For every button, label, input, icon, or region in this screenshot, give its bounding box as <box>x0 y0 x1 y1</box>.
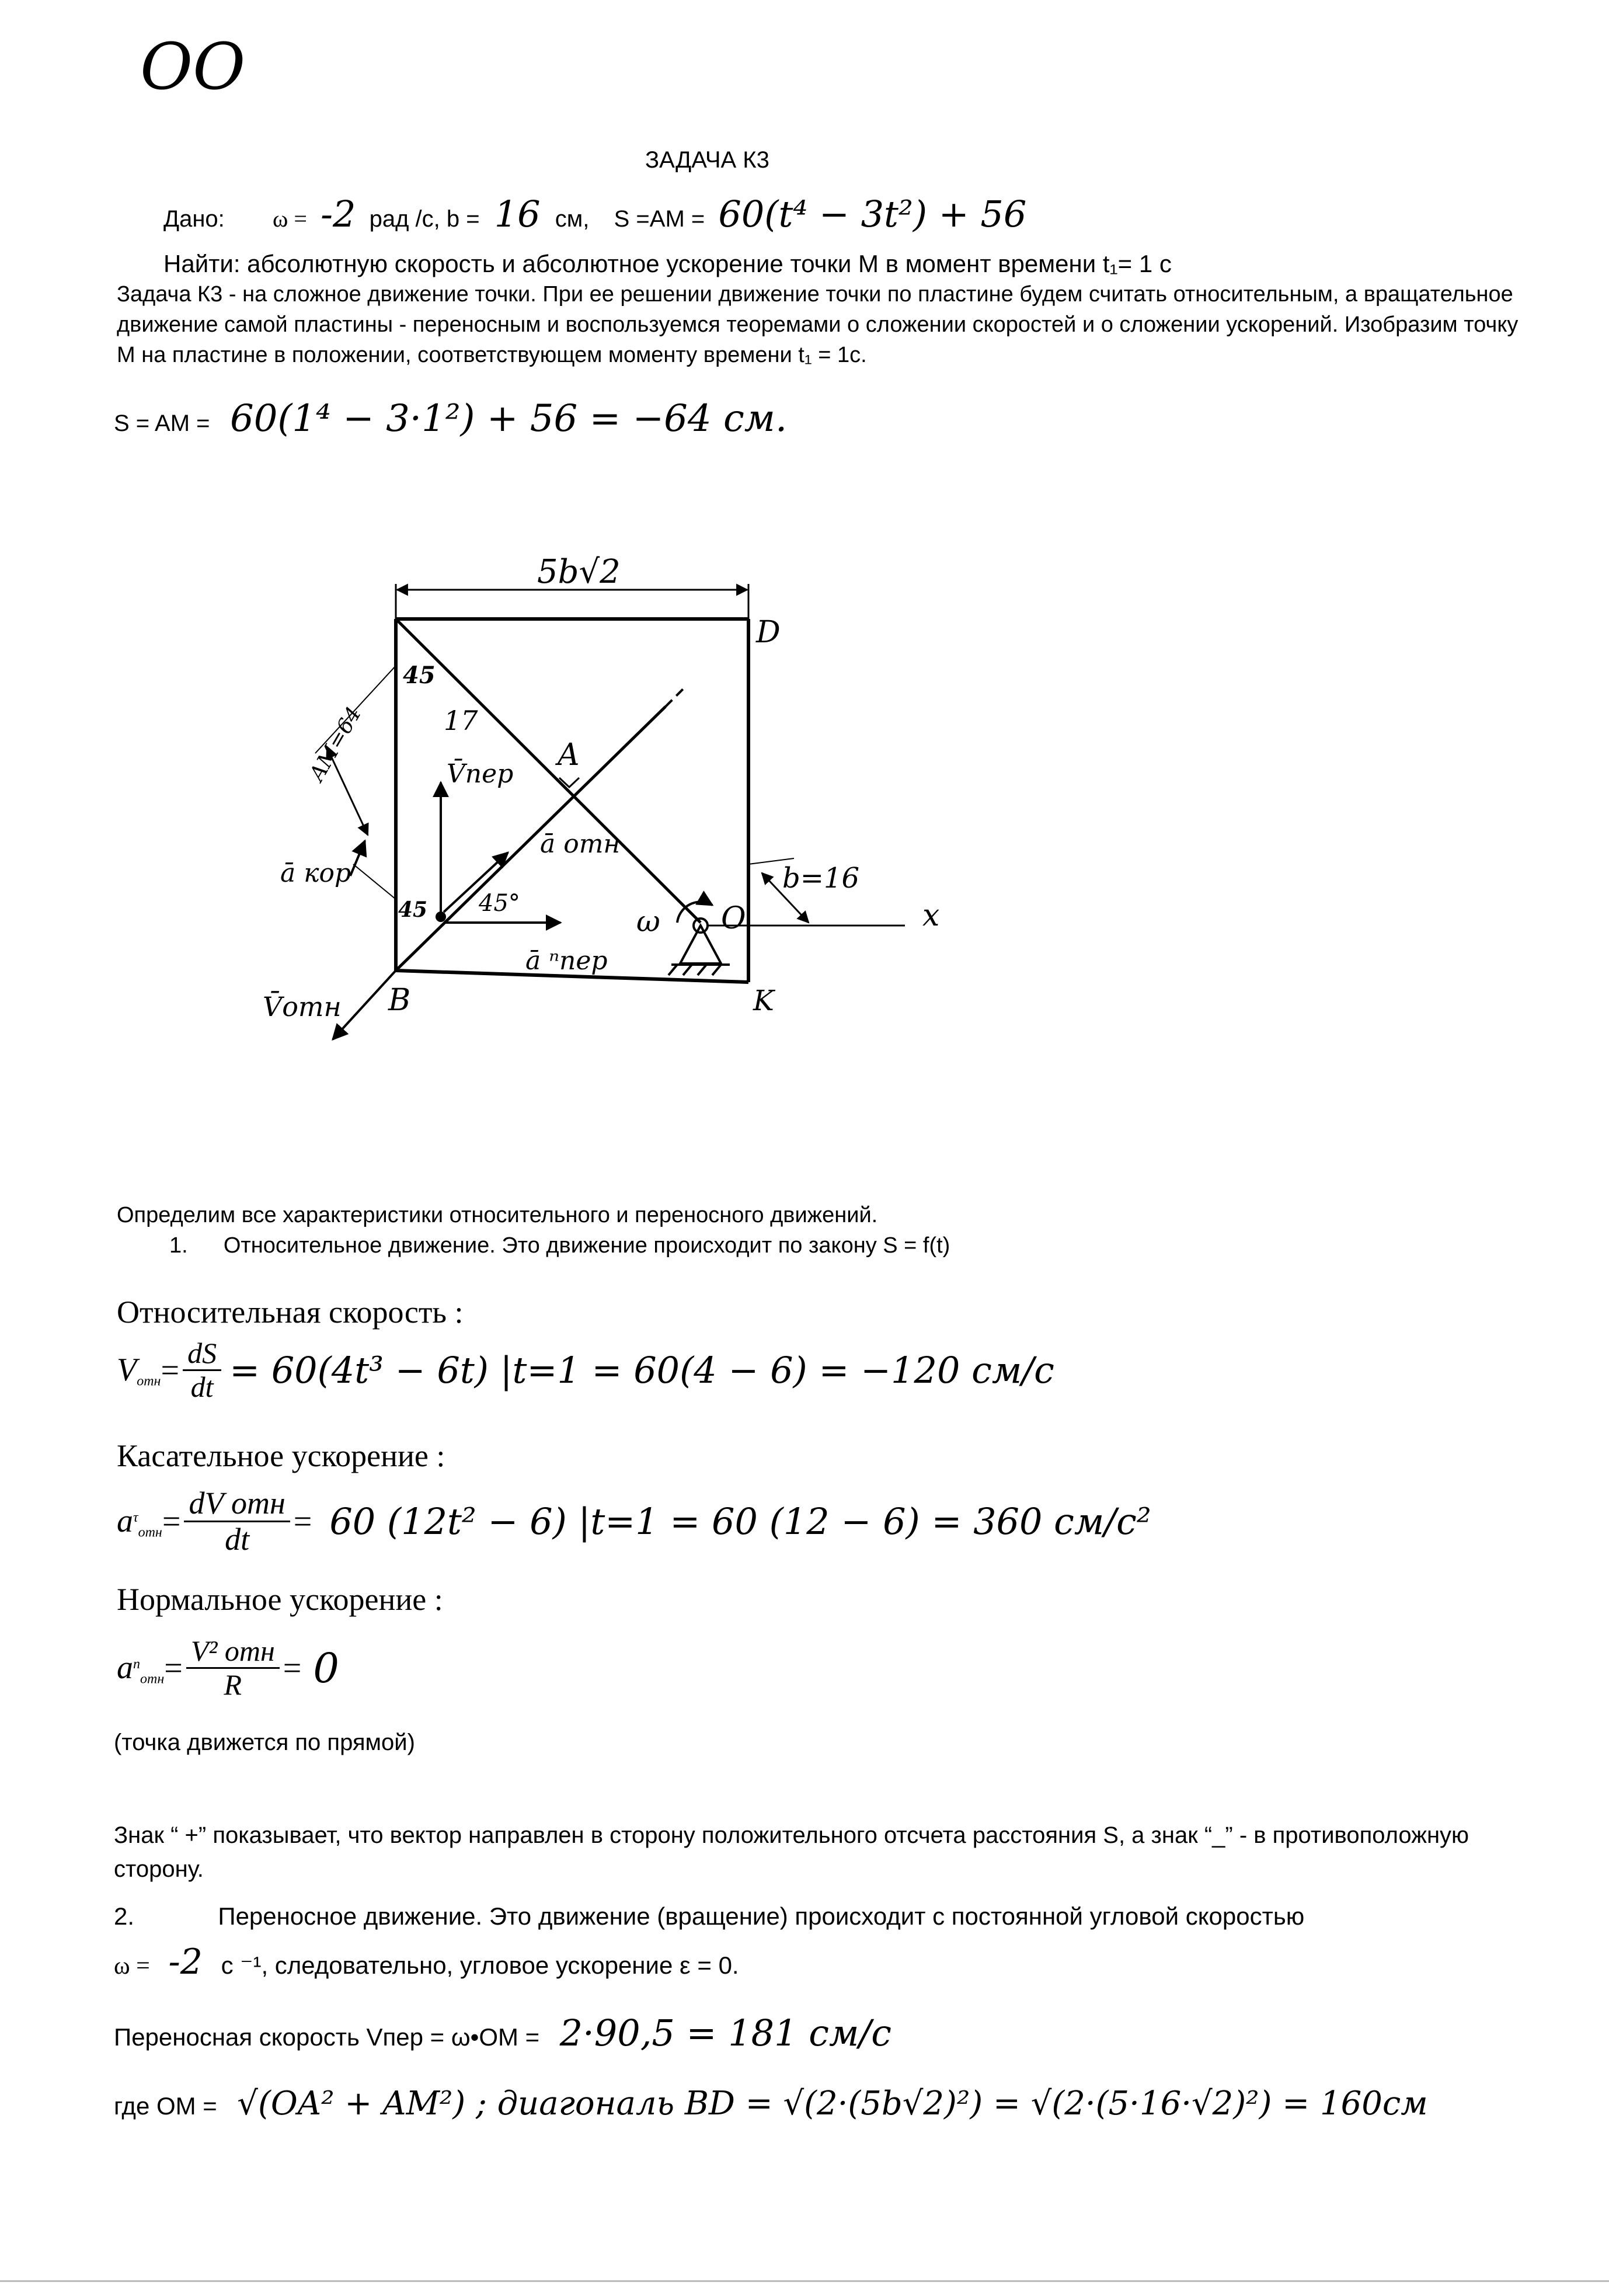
am-dim-label: AM=64 <box>305 702 367 785</box>
page-title: ЗАДАЧА К3 <box>645 147 769 173</box>
item-2-omega: ω = <box>114 1953 150 1980</box>
item-1 <box>169 1233 950 1258</box>
rel-velocity-formula: $V_{отн}$ = $\frac{dS}{dt}$ = 60(4t³ − 6t) |t=1 = 60(4 − 6) = −120 см/с <box>117 1337 1054 1403</box>
a-kor-arrow <box>350 841 365 876</box>
item-1-num: 1. <box>169 1233 188 1258</box>
tangent-accel-formula: $a^\tau_{отн}$ = $\frac{\text{dV отн}}{dt}$ = 60 (12t² − 6) |t=1 = 60 (12 − 6) = 360 см/с² <box>117 1486 1151 1557</box>
s-calc-label: S = AM = <box>114 411 210 436</box>
s-calc <box>114 397 787 440</box>
transfer-velocity <box>114 2012 891 2054</box>
given-line <box>163 193 1026 235</box>
label-k: K <box>753 985 774 1017</box>
diagonal-bd <box>396 707 666 970</box>
tangent-accel-fraction: $\frac{\text{dV отн}}{dt}$ <box>184 1486 290 1557</box>
intro-paragraph: Задача К3 - на сложное движение точки. При ее решении движение точки по пластине будем считать относительным, а вращательное движение самой пластины - переносным и воспользуемся теоремами о сложении скоростей и о сложении ускорений. Изобразим точку М на пластине в положении, соответствующем моменту времени t₁ = 1с. <box>117 282 1519 367</box>
normal-accel-lhs: $a^n_{отн}$ <box>117 1649 165 1687</box>
s-label: S =AM = <box>614 206 705 232</box>
b-dim-label: b=16 <box>782 862 860 895</box>
rel-velocity-label: Относительная скорость : <box>117 1295 464 1330</box>
b-value: 16 <box>494 193 541 235</box>
rel-velocity-calc: = 60(4t³ − 6t) |t=1 = 60(4 − 6) = −120 см/с <box>229 1349 1054 1391</box>
item-2-line-2 <box>114 1942 739 1982</box>
om-line <box>114 2085 1428 2123</box>
s-formula: 60(t⁴ − 3t²) + 56 <box>718 193 1027 235</box>
v-otn-arrow <box>333 970 396 1039</box>
label-d: D <box>756 615 781 650</box>
find-line: Найти: абсолютную скорость и абсолютное ускорение точки М в момент времени t₁= 1 с <box>163 250 1172 277</box>
corner-mark: OO <box>140 29 246 104</box>
v-otn-label: V̄отн <box>263 991 342 1022</box>
normal-accel-calc: 0 <box>313 1644 339 1692</box>
label-o: O <box>721 901 746 936</box>
b-unit: см, <box>555 206 590 232</box>
angle-bottom: 45 <box>398 897 428 922</box>
angle-top: 45 <box>403 662 436 689</box>
v-per-label: V̄пер <box>447 759 514 789</box>
a-kor-label: ā кор <box>280 858 351 888</box>
normal-accel-formula: $a^n_{отн}$ = $\frac{\text{V² отн}}{R}$ = 0 <box>117 1634 339 1701</box>
sign-note: Знак “ +” показывает, что вектор направлен в сторону положительного отсчета расстояния S, а знак “_” - в противоположную сторону. <box>114 1822 1469 1882</box>
item-2-text: Переносное движение. Это движение (вращение) происходит с постоянной угловой скоростью <box>218 1902 1305 1930</box>
omega-label-diagram: ω <box>636 905 660 938</box>
omega-label: ω = <box>273 206 307 232</box>
transfer-velocity-label: Переносная скорость Vпер = ω•OM = <box>114 2023 540 2051</box>
rel-velocity-lhs: $V_{отн}$ <box>117 1351 161 1389</box>
normal-accel-fraction: $\frac{\text{V² отн}}{R}$ <box>186 1635 280 1701</box>
item-2-num: 2. <box>114 1902 135 1930</box>
mechanism-diagram <box>234 549 1051 1063</box>
item-2-omega-value: -2 <box>168 1942 203 1982</box>
item-2 <box>114 1902 1304 1930</box>
a-otn-label: ā отн <box>540 829 621 859</box>
mark-17: 17 <box>444 705 478 736</box>
straight-note: (точка движется по прямой) <box>114 1730 415 1755</box>
om-label: где OM = <box>114 2092 217 2120</box>
transfer-velocity-calc: 2·90,5 = 181 см/с <box>559 2012 891 2054</box>
item-2-rest: с ⁻¹, следовательно, угловое ускорение ε = 0. <box>221 1951 739 1979</box>
bottom-rule <box>0 2280 1609 2282</box>
label-b: B <box>388 983 411 1018</box>
diagonal-bd-tail <box>666 689 683 707</box>
omega-value: -2 <box>321 193 356 235</box>
label-a: A <box>558 737 580 773</box>
angle-mid: 45° <box>479 890 520 917</box>
item-1-text: Относительное движение. Это движение происходит по закону S = f(t) <box>223 1233 950 1258</box>
normal-accel-label: Нормальное ускорение : <box>117 1582 443 1617</box>
given-label: Дано: <box>163 206 225 232</box>
om-calc: √(OA² + AM²) ; диагональ BD = √(2·(5b√2)²) = √(2·(5·16·√2)²) = 160см <box>237 2085 1428 2123</box>
top-dim-label: 5b√2 <box>537 553 621 591</box>
tangent-accel-label: Касательное ускорение : <box>117 1438 445 1473</box>
s-calc-value: 60(1⁴ − 3·1²) + 56 = −64 см. <box>229 397 788 440</box>
tangent-accel-calc: 60 (12t² − 6) |t=1 = 60 (12 − 6) = 360 см/с² <box>329 1500 1151 1543</box>
rel-velocity-fraction: $\frac{dS}{dt}$ <box>183 1337 221 1403</box>
omega-unit: рад /с, b = <box>369 206 480 232</box>
a-per-label: ā ⁿпер <box>525 946 608 976</box>
tangent-accel-lhs: $a^\tau_{отн}$ <box>117 1503 162 1540</box>
section-intro: Определим все характеристики относительного и переносного движений. <box>117 1203 878 1227</box>
label-x: x <box>922 898 940 933</box>
